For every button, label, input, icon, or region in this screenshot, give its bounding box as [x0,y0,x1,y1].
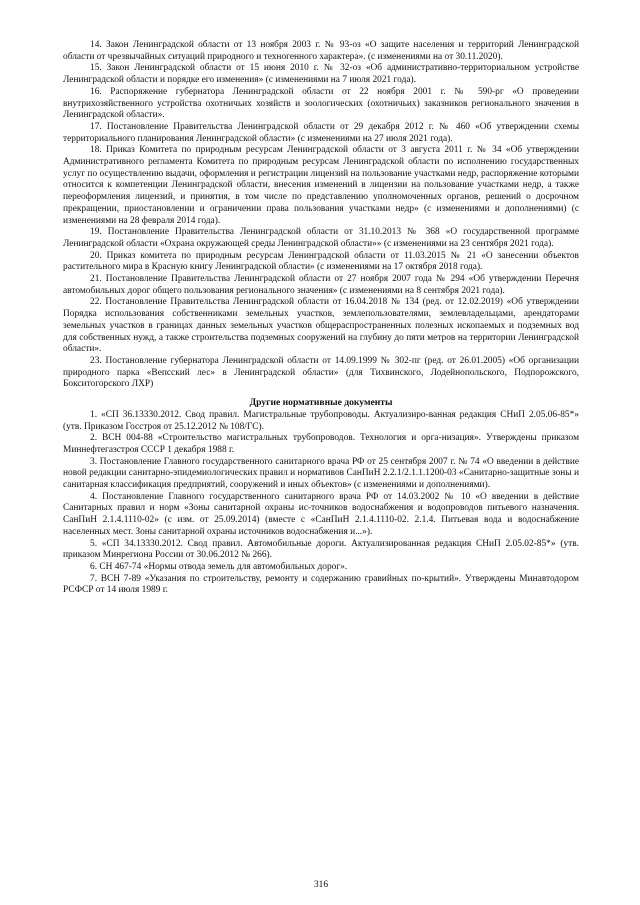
list-item: 22. Постановление Правительства Ленинградской области от 16.04.2018 № 134 (ред. от 12.02.2019) «Об утверждении Порядка использования собственниками земельных участков, землепользователями, землевладельцами, арендаторами земельных участков в границах данных земельных участков общераспространенных полезных ископаемых и подземных вод для собственных нужд, а также строительства подземных сооружений на глубину до пяти метров на территории Ленинградской области». [63,297,579,355]
list-item: 5. «СП 34.13330.2012. Свод правил. Автомобильные дороги. Актуализированная редакция СНиП 2.05.02-85*» (утв. приказом Минрегиона России от 30.06.2012 № 266). [63,538,579,561]
list-item: 4. Постановление Главного государственного санитарного врача РФ от 14.03.2002 № 10 «О введении в действие Санитарных правил и норм «Зоны санитарной охраны ис-точников водоснабжения и водопроводов питьевого назначения. СанПиН 2.1.4.1110-02» (с изм. от 25.09.2014) (вместе с «СанПиН 2.1.4.1110-02. 2.1.4. Питьевая вода и водоснабжение населенных мест. Зоны санитарной охраны источников водоснабжения и...»). [63,491,579,537]
document-page [63,40,579,890]
regional-acts-list [63,40,579,391]
list-item: 14. Закон Ленинградской области от 13 ноября 2003 г. № 93-оз «О защите населения и территорий Ленинградской области от чрезвычайных ситуаций природного и техногенного характера». (с изменениями на от 30.11.2020). [63,40,579,62]
list-item: 7. ВСН 7-89 «Указания по строительству, ремонту и содержанию гравийных по-крытий». Утверждены Минавтодором РСФСР от 14 июля 1989 г. [63,573,579,596]
section-heading: Другие нормативные документы [249,397,393,409]
list-item: 20. Приказ комитета по природным ресурсам Ленинградской области от 11.03.2015 № 21 «О занесении объектов растительного мира в Красную книгу Ленинградской области» (с изменениями на 17 октября 2018 года). [63,250,579,273]
list-item: 3. Постановление Главного государственного санитарного врача РФ от 25 сентября 2007 г. № 74 «О введении в действие новой редакции санитарно-эпидемиологических правил и нормативов СанПиН 2.2.1/2.1.1.1200-03 «Санитарно-защитные зоны и санитарная классификация предприятий, сооружений и иных объектов» (с изменениями и дополнениями). [63,456,579,491]
list-item: 16. Распоряжение губернатора Ленинградской области от 22 ноября 2001 г. № 590-рг «О проведении внутрихозяйственного устройства охотничьих хозяйств и зоологических (охотничьих) заказников регионального значения в Ленинградской области». [63,86,579,121]
list-item: 15. Закон Ленинградской области от 15 июня 2010 г. № 32-оз «Об административно-территориальном устройстве Ленинградской области и порядке его изменения» (с изменениями на 7 июля 2021 года). [63,63,579,86]
list-item: 6. СН 467-74 «Нормы отвода земель для автомобильных дорог». [90,561,348,572]
list-item: 1. «СП 36.13330.2012. Свод правил. Магистральные трубопроводы. Актуализиро-ванная редакция СНиП 2.05.06-85*» (утв. Приказом Госстроя от 25.12.2012 № 108/ГС). [63,409,579,432]
list-item: 17. Постановление Правительства Ленинградской области от 29 декабря 2012 г. № 460 «Об утверждении схемы территориального планирования Ленинградской области» (с изменениями на 27 июля 2021 года). [63,121,579,144]
other-documents-list [63,410,579,597]
list-item: 18. Приказ Комитета по природным ресурсам Ленинградской области от 3 августа 2011 г. № 34 «Об утверждении Административного регламента Комитета по природным ресурсам Ленинградской области по исполнению государственных услуг по осуществлению выдачи, оформления и регистрации лицензий на пользование участками недр, распоряжение которыми относится к компетенции Ленинградской области, внесения изменений в лицензии на пользование участками недр, а также переоформления лицензий, и принятия, в том числе по представлению уполномоченных органов, решений о досрочном прекращении, приостановлении и ограничении права пользования участками недр» (с изменениями и дополнениями) (с изменениями на 28 февраля 2014 года). [63,145,579,226]
list-item: 19. Постановление Правительства Ленинградской области от 31.10.2013 № 368 «О государственной программе Ленинградской области «Охрана окружающей среды Ленинградской области»» (с изменениями на 23 сентября 2021 года). [63,227,579,249]
list-item: 23. Постановление губернатора Ленинградской области от 14.09.1999 № 302-пг (ред. от 26.01.2005) «Об организации природного парка «Вепсский лес» в Ленинградской области» (для Тихвинского, Лодейнопольского, Подпорожского, Бокситогорского ЛХР) [63,355,579,390]
page-number: 316 [313,880,329,890]
list-item: 21. Постановление Правительства Ленинградской области от 27 ноября 2007 года № 294 «Об утверждении Перечня автомобильных дорог общего пользования регионального значения» (с изменениями на 8 сентября 2021 года). [63,274,579,296]
list-item: 2. ВСН 004-88 «Строительство магистральных трубопроводов. Технология и орга-низация». Утверждены приказом Миннефтегазстроя СССР 1 декабря 1988 г. [63,433,579,455]
